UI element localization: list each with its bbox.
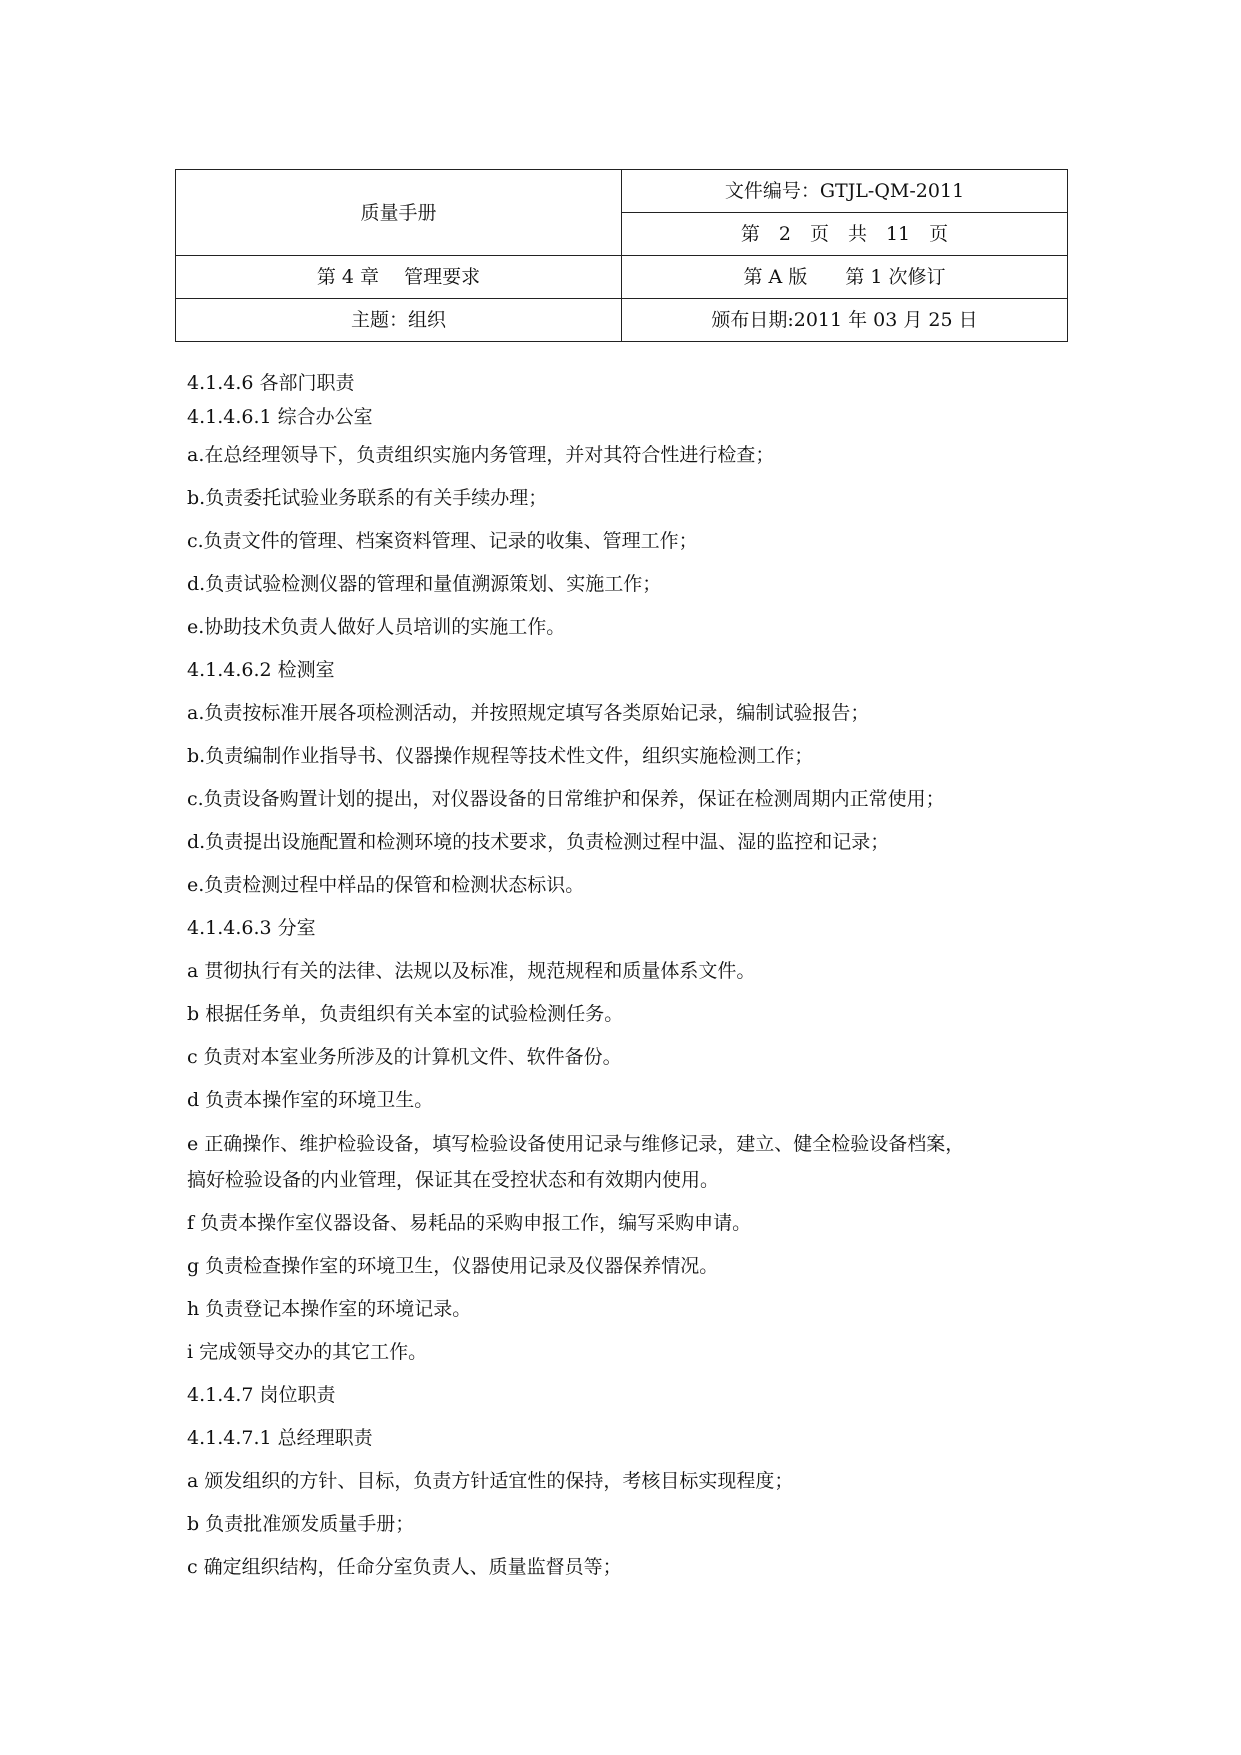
section-heading: 4.1.4.6 各部门职责 — [187, 372, 355, 394]
list-item: c.负责文件的管理、档案资料管理、记录的收集、管理工作； — [187, 530, 698, 552]
list-item: c 负责对本室业务所涉及的计算机文件、软件备份。 — [187, 1046, 622, 1068]
list-item: d.负责提出设施配置和检测环境的技术要求，负责检测过程中温、湿的监控和记录； — [187, 831, 890, 853]
list-item: a 贯彻执行有关的法律、法规以及标准，规范规程和质量体系文件。 — [187, 960, 756, 982]
list-item: d 负责本操作室的环境卫生。 — [187, 1089, 434, 1111]
list-item: b.负责编制作业指导书、仪器操作规程等技术性文件，组织实施检测工作； — [187, 745, 814, 767]
subsection-heading: 4.1.4.6.3 分室 — [187, 917, 316, 939]
list-item: a.负责按标准开展各项检测活动，并按照规定填写各类原始记录，编制试验报告； — [187, 702, 870, 724]
version-info: 第 A 版 第 1 次修订 — [622, 256, 1068, 299]
list-item: b 负责批准颁发质量手册； — [187, 1513, 415, 1535]
list-item-continuation: 搞好检验设备的内业管理，保证其在受控状态和有效期内使用。 — [187, 1169, 720, 1191]
subsection-heading: 4.1.4.6.1 综合办公室 — [187, 406, 373, 428]
list-item: a.在总经理领导下，负责组织实施内务管理，并对其符合性进行检查； — [187, 444, 775, 466]
list-item: h 负责登记本操作室的环境记录。 — [187, 1298, 472, 1320]
document-number: 文件编号：GTJL-QM-2011 — [622, 170, 1068, 213]
list-item: i 完成领导交办的其它工作。 — [187, 1341, 428, 1363]
list-item: b.负责委托试验业务联系的有关手续办理； — [187, 487, 548, 509]
document-header-table — [175, 169, 1068, 342]
list-item: c.负责设备购置计划的提出，对仪器设备的日常维护和保养，保证在检测周期内正常使用； — [187, 788, 945, 810]
list-item: d.负责试验检测仪器的管理和量值溯源策划、实施工作； — [187, 573, 662, 595]
subject: 主题：组织 — [176, 299, 622, 342]
list-item: e 正确操作、维护检验设备，填写检验设备使用记录与维修记录，建立、健全检验设备档案， — [187, 1133, 965, 1155]
page-info: 第 2 页 共 11 页 — [622, 213, 1068, 256]
chapter-title: 第 4 章 管理要求 — [176, 256, 622, 299]
subsection-heading: 4.1.4.7.1 总经理职责 — [187, 1427, 373, 1449]
list-item: b 根据任务单，负责组织有关本室的试验检测任务。 — [187, 1003, 624, 1025]
list-item: a 颁发组织的方针、目标，负责方针适宜性的保持，考核目标实现程度； — [187, 1470, 794, 1492]
list-item: e.协助技术负责人做好人员培训的实施工作。 — [187, 616, 566, 638]
issue-date: 颁布日期:2011 年 03 月 25 日 — [622, 299, 1068, 342]
list-item: f 负责本操作室仪器设备、易耗品的采购申报工作，编写采购申请。 — [187, 1212, 752, 1234]
list-item: c 确定组织结构，任命分室负责人、质量监督员等； — [187, 1556, 622, 1578]
document-body — [187, 366, 1067, 1589]
list-item: g 负责检查操作室的环境卫生，仪器使用记录及仪器保养情况。 — [187, 1255, 719, 1277]
section-heading: 4.1.4.7 岗位职责 — [187, 1384, 336, 1406]
list-item: e.负责检测过程中样品的保管和检测状态标识。 — [187, 874, 585, 896]
manual-title: 质量手册 — [176, 170, 622, 256]
subsection-heading: 4.1.4.6.2 检测室 — [187, 659, 335, 681]
